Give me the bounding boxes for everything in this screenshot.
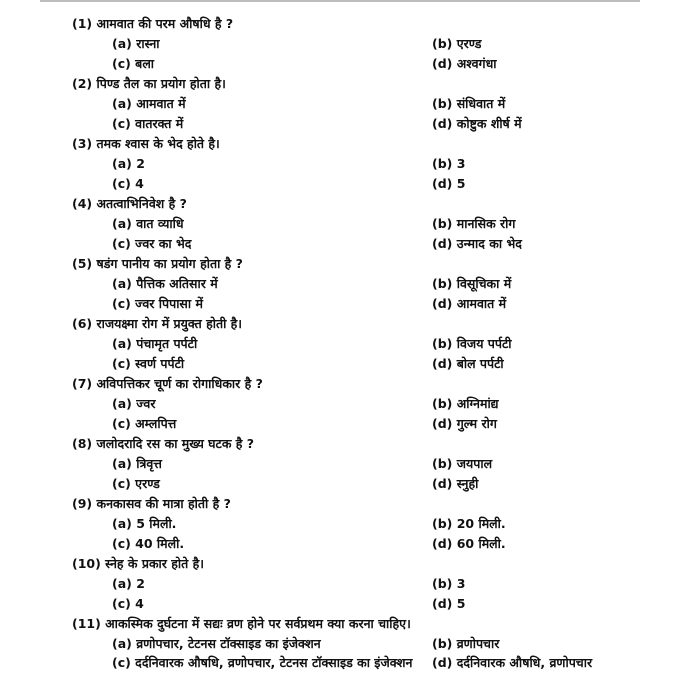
option-d: (d) 60 मिली. xyxy=(432,536,506,551)
question-text: (8) जलोदरादि रस का मुख्य घटक है ? xyxy=(72,436,255,451)
options-row xyxy=(0,394,680,414)
option-c: (c) 4 xyxy=(112,176,144,191)
options-row xyxy=(0,274,680,294)
option-c: (c) ज्वर पिपासा में xyxy=(112,296,203,311)
options-row xyxy=(0,354,680,374)
option-b: (b) मानसिक रोग xyxy=(432,216,516,231)
option-b: (b) अग्निमांद्य xyxy=(432,396,499,411)
option-d: (d) अश्वगंधा xyxy=(432,56,497,71)
question-text: (2) पिण्ड तैल का प्रयोग होता है। xyxy=(72,76,226,91)
option-d: (d) स्नुही xyxy=(432,476,479,491)
option-a: (a) ज्वर xyxy=(112,396,156,411)
question-9 xyxy=(0,494,680,514)
question-text: (7) अविपत्तिकर चूर्ण का रोगाधिकार है ? xyxy=(72,376,263,391)
option-d: (d) गुल्म रोग xyxy=(432,416,497,431)
options-row xyxy=(0,574,680,594)
question-text: (9) कनकासव की मात्रा होती है ? xyxy=(72,496,231,511)
option-b: (b) 3 xyxy=(432,156,466,171)
option-d: (d) 5 xyxy=(432,176,466,191)
question-1 xyxy=(0,14,680,34)
options-row xyxy=(0,534,680,554)
options-row xyxy=(0,54,680,74)
option-b: (b) एरण्ड xyxy=(432,36,482,51)
option-c: (c) ज्वर का भेद xyxy=(112,236,192,251)
option-a: (a) व्रणोपचार, टेटनस टॉक्साइड का इंजेक्शन xyxy=(112,636,321,651)
question-4 xyxy=(0,194,680,214)
option-b: (b) जयपाल xyxy=(432,456,493,471)
question-text: (1) आमवात की परम औषधि है ? xyxy=(72,16,234,31)
options-row xyxy=(0,94,680,114)
options-row xyxy=(0,474,680,494)
option-c: (c) स्वर्ण पर्पटी xyxy=(112,356,185,371)
options-row xyxy=(0,454,680,474)
option-c: (c) दर्दनिवारक औषधि, व्रणोपचार, टेटनस टॉक्साइड का इंजेक्शन xyxy=(112,655,413,670)
option-b: (b) व्रणोपचार xyxy=(432,636,500,651)
options-row xyxy=(0,514,680,534)
option-c: (c) बला xyxy=(112,56,155,71)
option-b: (b) विजय पर्पटी xyxy=(432,336,512,351)
option-a: (a) रास्ना xyxy=(112,36,160,51)
option-c: (c) 4 xyxy=(112,596,144,611)
option-c: (c) वातरक्त में xyxy=(112,116,184,131)
option-a: (a) त्रिवृत्त xyxy=(112,456,162,471)
options-row xyxy=(0,214,680,234)
options-row xyxy=(0,414,680,434)
option-c: (c) 40 मिली. xyxy=(112,536,185,551)
options-row xyxy=(0,634,680,654)
options-row xyxy=(0,234,680,254)
question-text: (3) तमक श्वास के भेद होते है। xyxy=(72,136,220,151)
options-row xyxy=(0,154,680,174)
options-row xyxy=(0,34,680,54)
option-d: (d) उन्माद का भेद xyxy=(432,236,522,251)
option-a: (a) 2 xyxy=(112,576,145,591)
question-5 xyxy=(0,254,680,274)
option-d: (d) आमवात में xyxy=(432,296,507,311)
option-a: (a) पंचामृत पर्पटी xyxy=(112,336,198,351)
options-row xyxy=(0,594,680,614)
options-row xyxy=(0,334,680,354)
top-divider xyxy=(40,0,640,2)
option-d: (d) दर्दनिवारक औषधि, व्रणोपचार xyxy=(432,655,593,670)
option-a: (a) 2 xyxy=(112,156,145,171)
option-c: (c) एरण्ड xyxy=(112,476,160,491)
option-b: (b) 20 मिली. xyxy=(432,516,506,531)
question-text: (5) षडंग पानीय का प्रयोग होता है ? xyxy=(72,256,243,271)
option-c: (c) अम्लपित्त xyxy=(112,416,177,431)
option-b: (b) संधिवात में xyxy=(432,96,506,111)
option-a: (a) आमवात में xyxy=(112,96,186,111)
option-d: (d) 5 xyxy=(432,596,466,611)
question-text: (10) स्नेह के प्रकार होते है। xyxy=(72,556,204,571)
question-text: (6) राजयक्ष्मा रोग में प्रयुक्त होती है। xyxy=(72,316,243,331)
option-a: (a) 5 मिली. xyxy=(112,516,177,531)
question-11 xyxy=(0,614,680,634)
question-10 xyxy=(0,554,680,574)
options-row xyxy=(0,174,680,194)
question-2 xyxy=(0,74,680,94)
options-row xyxy=(0,653,680,673)
question-text: (11) आकस्मिक दुर्घटना में सद्यः व्रण होने पर सर्वप्रथम क्या करना चाहिए। xyxy=(72,616,411,631)
option-d: (d) कोष्टुक शीर्ष में xyxy=(432,116,522,131)
option-d: (d) बोल पर्पटी xyxy=(432,356,504,371)
option-a: (a) पैत्तिक अतिसार में xyxy=(112,276,218,291)
question-3 xyxy=(0,134,680,154)
options-row xyxy=(0,114,680,134)
option-b: (b) 3 xyxy=(432,576,466,591)
question-8 xyxy=(0,434,680,454)
option-b: (b) विसूचिका में xyxy=(432,276,512,291)
option-a: (a) वात व्याधि xyxy=(112,216,184,231)
question-7 xyxy=(0,374,680,394)
options-row xyxy=(0,294,680,314)
question-6 xyxy=(0,314,680,334)
question-text: (4) अतत्वाभिनिवेश है ? xyxy=(72,196,187,211)
